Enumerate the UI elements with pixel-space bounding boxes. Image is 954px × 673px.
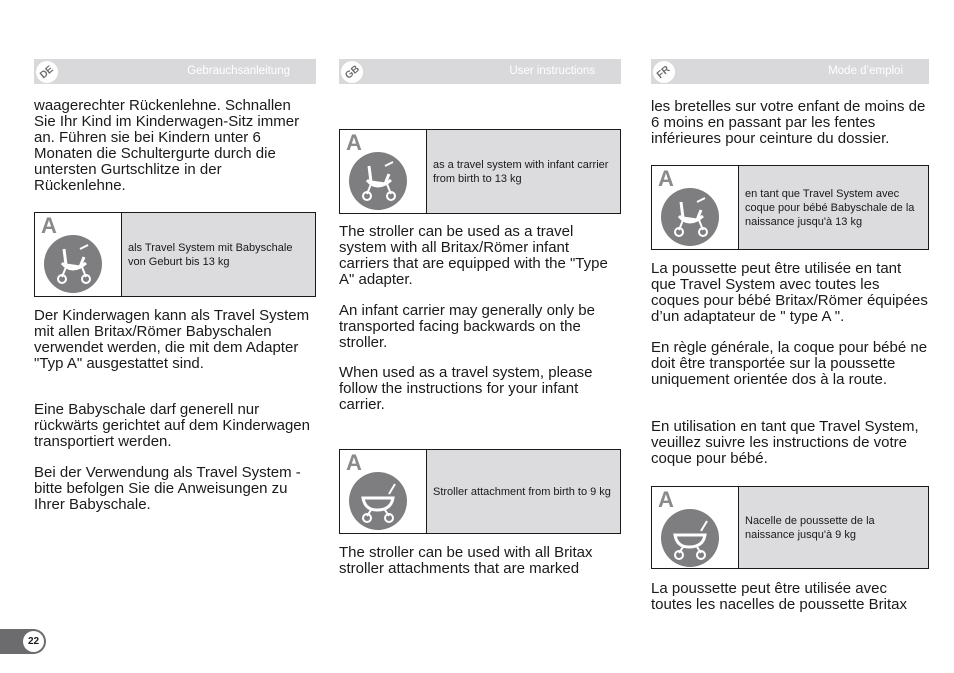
paragraph-de-2: Der Kinderwagen kann als Travel System mit allen Britax/Römer Babyschalen verwendet werden, die mit dem Adapter "Typ A" ausgestattet sind.	[34, 307, 310, 372]
paragraph-gb-4: The stroller can be used with all Britax stroller attachments that are marked	[339, 544, 593, 577]
icon-cell	[340, 450, 427, 533]
type-letter: A	[346, 130, 362, 155]
info-box-gb-stroller-attachment	[339, 449, 621, 534]
info-box-text: as a travel system with infant carrier from birth to 13 kg	[427, 130, 620, 213]
info-box-gb-travel-system	[339, 129, 621, 214]
info-box-fr-carrycot	[651, 486, 929, 569]
paragraph-de-3: Eine Babyschale darf generell nur rückwärts gerichtet auf dem Kinderwagen transportiert werden.	[34, 401, 310, 450]
paragraph-gb-3: When used as a travel system, please follow the instructions for your infant carrier.	[339, 364, 593, 413]
section-header-gb	[339, 59, 621, 84]
section-title-fr: Mode d’emploi	[828, 65, 903, 77]
page-number-tab	[0, 629, 46, 654]
paragraph-de-4: Bei der Verwendung als Travel System - bitte befolgen Sie die Anweisungen zu Ihrer Babyschale.	[34, 464, 301, 513]
paragraph-fr-3: En règle générale, la coque pour bébé ne doit être transportée sur la poussette uniquement orientée dos à la route.	[651, 339, 928, 388]
type-letter: A	[346, 450, 362, 475]
carrycot-stroller-icon	[661, 509, 719, 567]
carrycot-stroller-icon	[349, 472, 407, 530]
car-seat-stroller-icon	[661, 188, 719, 246]
section-header-de	[34, 59, 316, 84]
section-header-fr	[651, 59, 929, 84]
info-box-text: Stroller attachment from birth to 9 kg	[427, 450, 620, 533]
column-fr	[651, 59, 929, 613]
icon-cell	[652, 166, 739, 249]
icon-cell	[340, 130, 427, 213]
paragraph-de-1: waagerechter Rückenlehne. Schnallen Sie Ihr Kind im Kinderwagen-Sitz immer an. Führen sie bei Kindern unter 6 Monaten die Schultergurte durch die untersten Gurtschlitze in der Rückenlehne.	[34, 97, 300, 194]
section-title-de: Gebrauchsanleitung	[187, 65, 290, 77]
paragraph-fr-1: les bretelles sur votre enfant de moins de 6 moins en passant par les fentes inférieures pour ceinture du dossier.	[651, 98, 926, 147]
language-badge-de: DE	[36, 61, 58, 83]
car-seat-stroller-icon	[349, 152, 407, 210]
column-de	[34, 59, 316, 513]
info-box-fr-travel-system	[651, 165, 929, 250]
paragraph-fr-5: La poussette peut être utilisée avec toutes les nacelles de poussette Britax	[651, 580, 907, 613]
info-box-de-travel-system	[34, 212, 316, 297]
icon-cell	[35, 213, 122, 296]
car-seat-stroller-icon	[44, 235, 102, 293]
type-letter: A	[658, 166, 674, 191]
paragraph-fr-2: La poussette peut être utilisée en tant que Travel System avec toutes les coques pour bébé Britax/Römer équipées d’un adaptateur de " type A ".	[651, 260, 928, 325]
language-badge-gb: GB	[342, 62, 362, 82]
section-title-gb: User instructions	[509, 65, 595, 77]
page-number: 22	[23, 631, 44, 652]
type-letter: A	[41, 213, 57, 238]
info-box-text: en tant que Travel System avec coque pour bébé Babyschale de la naissance jusqu'à 13 kg	[739, 166, 928, 249]
info-box-text: Nacelle de poussette de la naissance jusqu'à 9 kg	[739, 487, 928, 568]
info-box-text: als Travel System mit Babyschale von Geburt bis 13 kg	[122, 213, 315, 296]
paragraph-fr-4: En utilisation en tant que Travel System, veuillez suivre les instructions de votre coque pour bébé.	[651, 418, 919, 467]
type-letter: A	[658, 487, 674, 512]
icon-cell	[652, 487, 739, 568]
column-gb	[339, 59, 621, 577]
language-badge-fr: FR	[653, 61, 675, 83]
paragraph-gb-2: An infant carrier may generally only be transported facing backwards on the stroller.	[339, 302, 595, 351]
paragraph-gb-1: The stroller can be used as a travel system with all Britax/Römer infant carriers that are equipped with the "Type A" adapter.	[339, 223, 608, 288]
